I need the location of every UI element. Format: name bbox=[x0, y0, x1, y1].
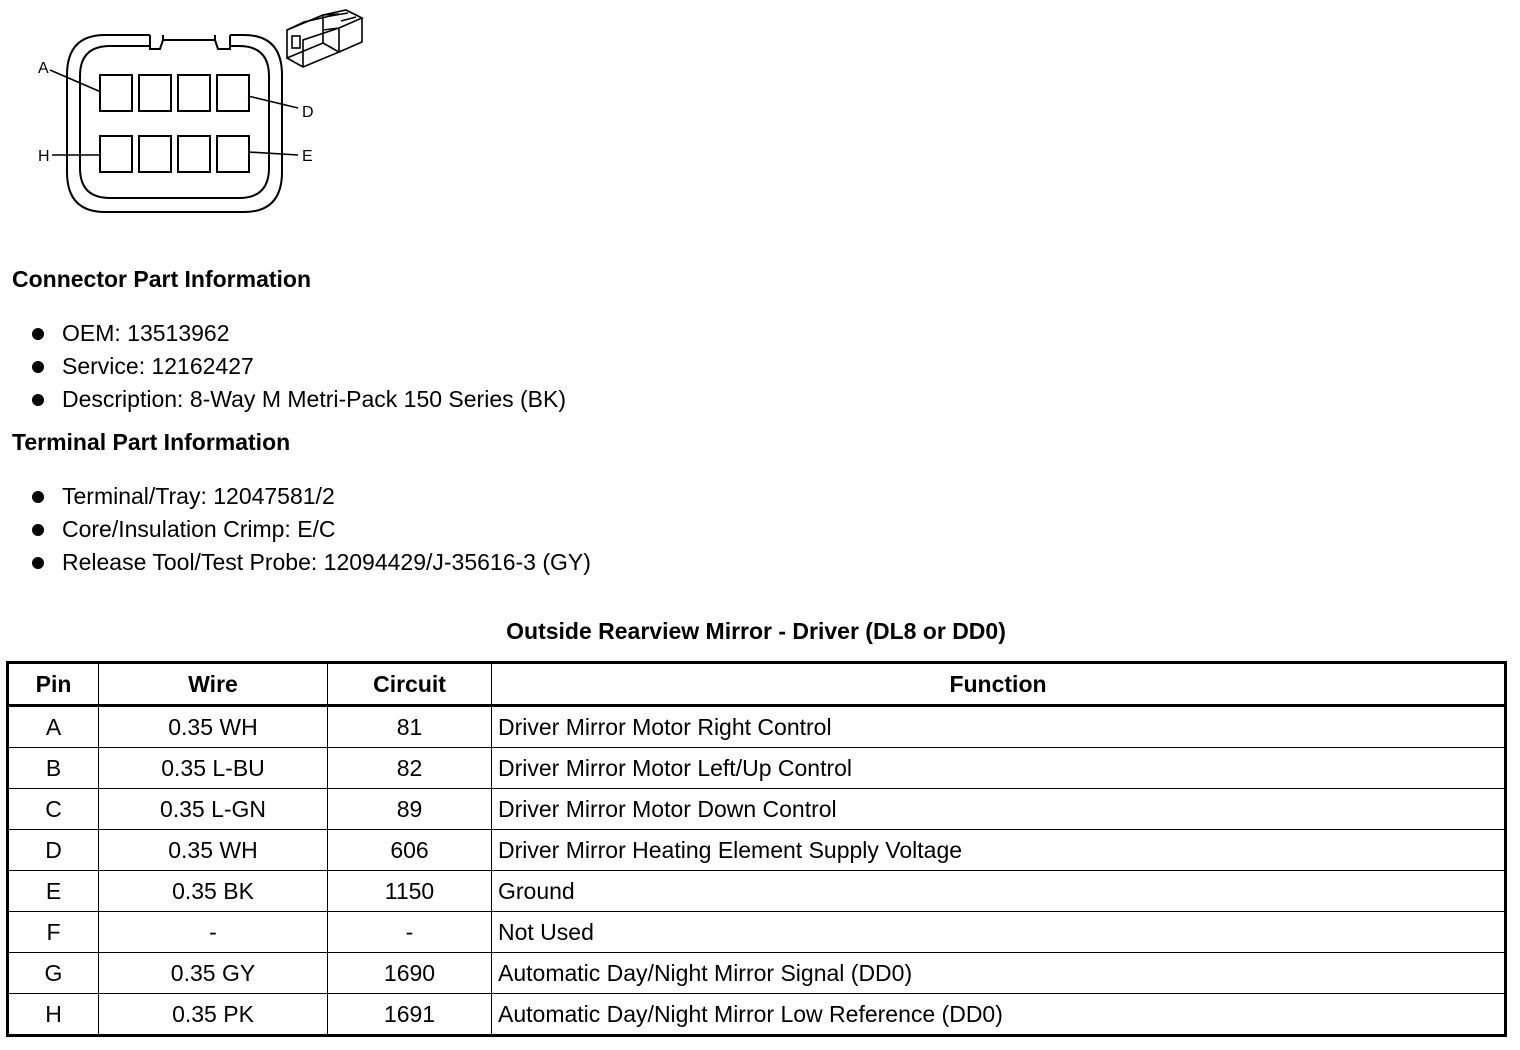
table-row bbox=[8, 871, 1506, 912]
connector-part-info-heading: Connector Part Information bbox=[12, 266, 312, 292]
table-row bbox=[8, 953, 1506, 994]
leader-line-a bbox=[50, 70, 101, 92]
connector-part-info-list bbox=[30, 317, 566, 416]
pin-cell: E bbox=[8, 871, 99, 912]
function-cell: Ground bbox=[492, 871, 1506, 912]
column-header-circuit: Circuit bbox=[328, 663, 492, 706]
list-item: Core/Insulation Crimp: E/C bbox=[30, 513, 591, 546]
table-row bbox=[8, 748, 1506, 789]
leader-line-d bbox=[248, 96, 298, 108]
pinout-table bbox=[6, 661, 1507, 1037]
cavity-a bbox=[100, 75, 132, 111]
connector-thumbnail-icon bbox=[287, 10, 362, 67]
pin-cell: D bbox=[8, 830, 99, 871]
cavity-f bbox=[178, 136, 210, 172]
list-item: Service: 12162427 bbox=[30, 350, 566, 383]
cavity-g bbox=[139, 136, 171, 172]
pin-label-a: A bbox=[38, 60, 49, 77]
column-header-pin: Pin bbox=[8, 663, 99, 706]
table-row bbox=[8, 994, 1506, 1036]
wire-cell: 0.35 WH bbox=[99, 830, 328, 871]
circuit-cell: - bbox=[328, 912, 492, 953]
connector-outer-housing bbox=[67, 35, 282, 212]
wire-cell: 0.35 L-BU bbox=[99, 748, 328, 789]
cavity-e bbox=[217, 136, 249, 172]
connector-face-diagram bbox=[0, 0, 380, 230]
table-row bbox=[8, 830, 1506, 871]
cavity-c bbox=[178, 75, 210, 111]
table-row bbox=[8, 706, 1506, 748]
wire-cell: 0.35 WH bbox=[99, 706, 328, 748]
connector-inner-housing bbox=[80, 46, 269, 198]
circuit-cell: 81 bbox=[328, 706, 492, 748]
table-row bbox=[8, 912, 1506, 953]
wire-cell: 0.35 GY bbox=[99, 953, 328, 994]
cavity-h bbox=[100, 136, 132, 172]
pin-cell: G bbox=[8, 953, 99, 994]
terminal-part-info-list bbox=[30, 480, 591, 579]
column-header-wire: Wire bbox=[99, 663, 328, 706]
function-cell: Automatic Day/Night Mirror Signal (DD0) bbox=[492, 953, 1506, 994]
list-item: Release Tool/Test Probe: 12094429/J-35616-3 (GY) bbox=[30, 546, 591, 579]
leader-line-e bbox=[248, 152, 298, 155]
function-cell: Driver Mirror Heating Element Supply Voltage bbox=[492, 830, 1506, 871]
terminal-part-info-heading: Terminal Part Information bbox=[12, 429, 291, 455]
wire-cell: 0.35 L-GN bbox=[99, 789, 328, 830]
pin-cell: C bbox=[8, 789, 99, 830]
circuit-cell: 1691 bbox=[328, 994, 492, 1036]
list-item: OEM: 13513962 bbox=[30, 317, 566, 350]
circuit-cell: 606 bbox=[328, 830, 492, 871]
pin-cell: B bbox=[8, 748, 99, 789]
pin-label-e: E bbox=[302, 148, 313, 165]
function-cell: Driver Mirror Motor Left/Up Control bbox=[492, 748, 1506, 789]
cavity-b bbox=[139, 75, 171, 111]
pin-label-d: D bbox=[302, 104, 314, 121]
list-item: Description: 8-Way M Metri-Pack 150 Series (BK) bbox=[30, 383, 566, 416]
circuit-cell: 89 bbox=[328, 789, 492, 830]
circuit-cell: 1150 bbox=[328, 871, 492, 912]
wire-cell: - bbox=[99, 912, 328, 953]
list-item: Terminal/Tray: 12047581/2 bbox=[30, 480, 591, 513]
column-header-function: Function bbox=[492, 663, 1506, 706]
circuit-cell: 1690 bbox=[328, 953, 492, 994]
function-cell: Not Used bbox=[492, 912, 1506, 953]
table-title: Outside Rearview Mirror - Driver (DL8 or DD0) bbox=[506, 618, 1006, 644]
pin-label-h: H bbox=[38, 148, 50, 165]
pin-cell: H bbox=[8, 994, 99, 1036]
function-cell: Driver Mirror Motor Down Control bbox=[492, 789, 1506, 830]
circuit-cell: 82 bbox=[328, 748, 492, 789]
wire-cell: 0.35 BK bbox=[99, 871, 328, 912]
table-header-row bbox=[8, 663, 1506, 706]
function-cell: Automatic Day/Night Mirror Low Reference (DD0) bbox=[492, 994, 1506, 1036]
table-row bbox=[8, 789, 1506, 830]
cavity-d bbox=[217, 75, 249, 111]
wire-cell: 0.35 PK bbox=[99, 994, 328, 1036]
function-cell: Driver Mirror Motor Right Control bbox=[492, 706, 1506, 748]
pin-cell: A bbox=[8, 706, 99, 748]
pin-cell: F bbox=[8, 912, 99, 953]
